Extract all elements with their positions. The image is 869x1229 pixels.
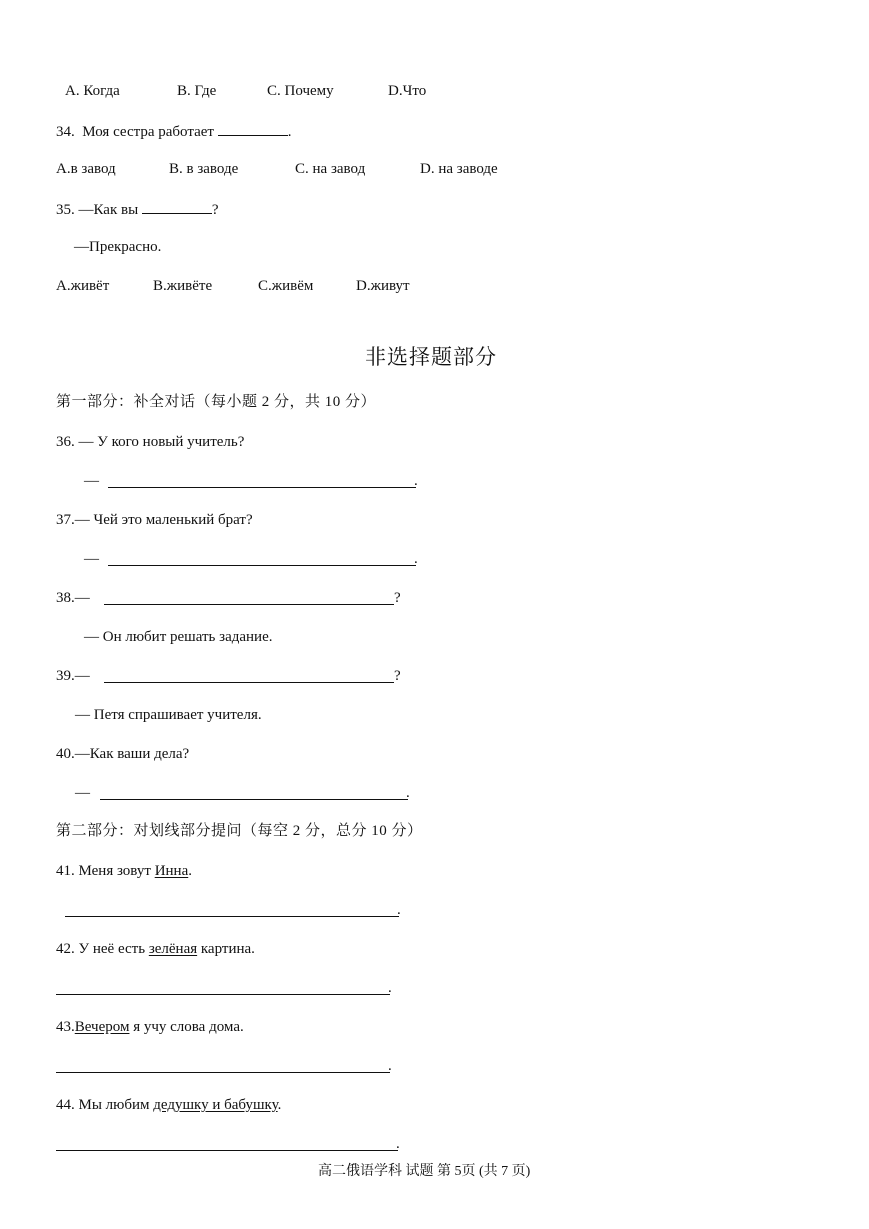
q42-pre: 42. У неё есть bbox=[56, 941, 149, 957]
q38-reply: — Он любит решать задание. bbox=[84, 629, 273, 645]
q37-dash: — bbox=[84, 551, 99, 567]
q34-option-a: A.в завод bbox=[56, 161, 116, 177]
q41-answer-line[interactable] bbox=[65, 916, 399, 917]
q34-number: 34. bbox=[56, 124, 75, 140]
q34-question bbox=[56, 121, 291, 141]
q33-option-d: D.Что bbox=[388, 83, 427, 99]
q40-dash: — bbox=[75, 785, 90, 801]
q41-question bbox=[56, 862, 192, 880]
q42-underlined: зелёная bbox=[148, 941, 198, 957]
q43-answer-line[interactable] bbox=[56, 1072, 390, 1073]
q33-option-a: A. Когда bbox=[65, 83, 120, 99]
q41-pre: 41. Меня зовут bbox=[56, 863, 155, 879]
q43-question bbox=[56, 1018, 244, 1036]
q35-text: 35. —Как вы bbox=[56, 202, 139, 218]
q35-option-b: B.живёте bbox=[153, 278, 213, 294]
q39-reply: — Петя спрашивает учителя. bbox=[75, 707, 262, 723]
page-footer: 高二俄语学科 试题 第 5页 (共 7 页) bbox=[318, 1164, 531, 1179]
q40-end: . bbox=[406, 785, 410, 801]
q44-pre: 44. Мы любим bbox=[56, 1097, 154, 1113]
q33-option-c: C. Почему bbox=[267, 83, 334, 99]
q35-answer-blank[interactable] bbox=[142, 199, 212, 214]
q35-end: ? bbox=[211, 202, 219, 218]
q43-pre: 43. bbox=[56, 1019, 75, 1035]
q44-answer-line[interactable] bbox=[56, 1150, 398, 1151]
q40-answer-line[interactable] bbox=[100, 799, 408, 800]
part1-heading: 第一部分：补全对话（每小题 2 分，共 10 分） bbox=[56, 394, 377, 410]
part2-heading: 第二部分：对划线部分提问（每空 2 分，总分 10 分） bbox=[56, 823, 423, 839]
q34-option-b: B. в заводе bbox=[169, 161, 239, 177]
q41-underlined: Инна bbox=[154, 863, 189, 879]
q42-question bbox=[56, 940, 255, 958]
q34-answer-blank[interactable] bbox=[218, 121, 288, 136]
q36-dash: — bbox=[84, 473, 99, 489]
q42-post: картина. bbox=[197, 941, 255, 957]
q44-question bbox=[56, 1096, 281, 1114]
section-title: 非选择题部分 bbox=[365, 345, 497, 369]
q40-question: 40.—Как ваши дела? bbox=[56, 746, 190, 762]
q36-end: . bbox=[414, 473, 418, 489]
q37-answer-line[interactable] bbox=[108, 565, 416, 566]
q34-option-c: C. на завод bbox=[295, 161, 366, 177]
q41-post: . bbox=[188, 863, 192, 879]
q35-option-c: C.живём bbox=[258, 278, 314, 294]
q39-number: 39.— bbox=[56, 668, 90, 684]
q43-post: я учу слова дома. bbox=[129, 1019, 244, 1035]
q36-answer-line[interactable] bbox=[108, 487, 416, 488]
q41-end: . bbox=[397, 902, 401, 918]
q35-option-d: D.живут bbox=[356, 278, 410, 294]
q42-answer-line[interactable] bbox=[56, 994, 390, 995]
q34-end: . bbox=[287, 124, 292, 140]
q34-text: Моя сестра работает bbox=[82, 124, 214, 140]
q33-option-b: B. Где bbox=[177, 83, 217, 99]
q35-option-a: A.живёт bbox=[56, 278, 110, 294]
q44-end: . bbox=[396, 1136, 400, 1152]
q38-end: ? bbox=[394, 590, 401, 606]
q38-number: 38.— bbox=[56, 590, 90, 606]
q43-underlined: Вечером bbox=[74, 1019, 130, 1035]
q43-end: . bbox=[388, 1058, 392, 1074]
q34-option-d: D. на заводе bbox=[420, 161, 498, 177]
q44-post: . bbox=[277, 1097, 282, 1113]
q39-end: ? bbox=[394, 668, 401, 684]
q35-reply: —Прекрасно. bbox=[74, 239, 162, 255]
q37-end: . bbox=[414, 551, 418, 567]
q36-question: 36. — У кого новый учитель? bbox=[56, 434, 245, 450]
q39-answer-line[interactable] bbox=[104, 682, 394, 683]
q44-underlined: дедушку и бабушку bbox=[153, 1097, 278, 1113]
q38-answer-line[interactable] bbox=[104, 604, 394, 605]
q42-end: . bbox=[388, 980, 392, 996]
q37-question: 37.— Чей это маленький брат? bbox=[56, 512, 253, 528]
q35-question bbox=[56, 199, 219, 219]
